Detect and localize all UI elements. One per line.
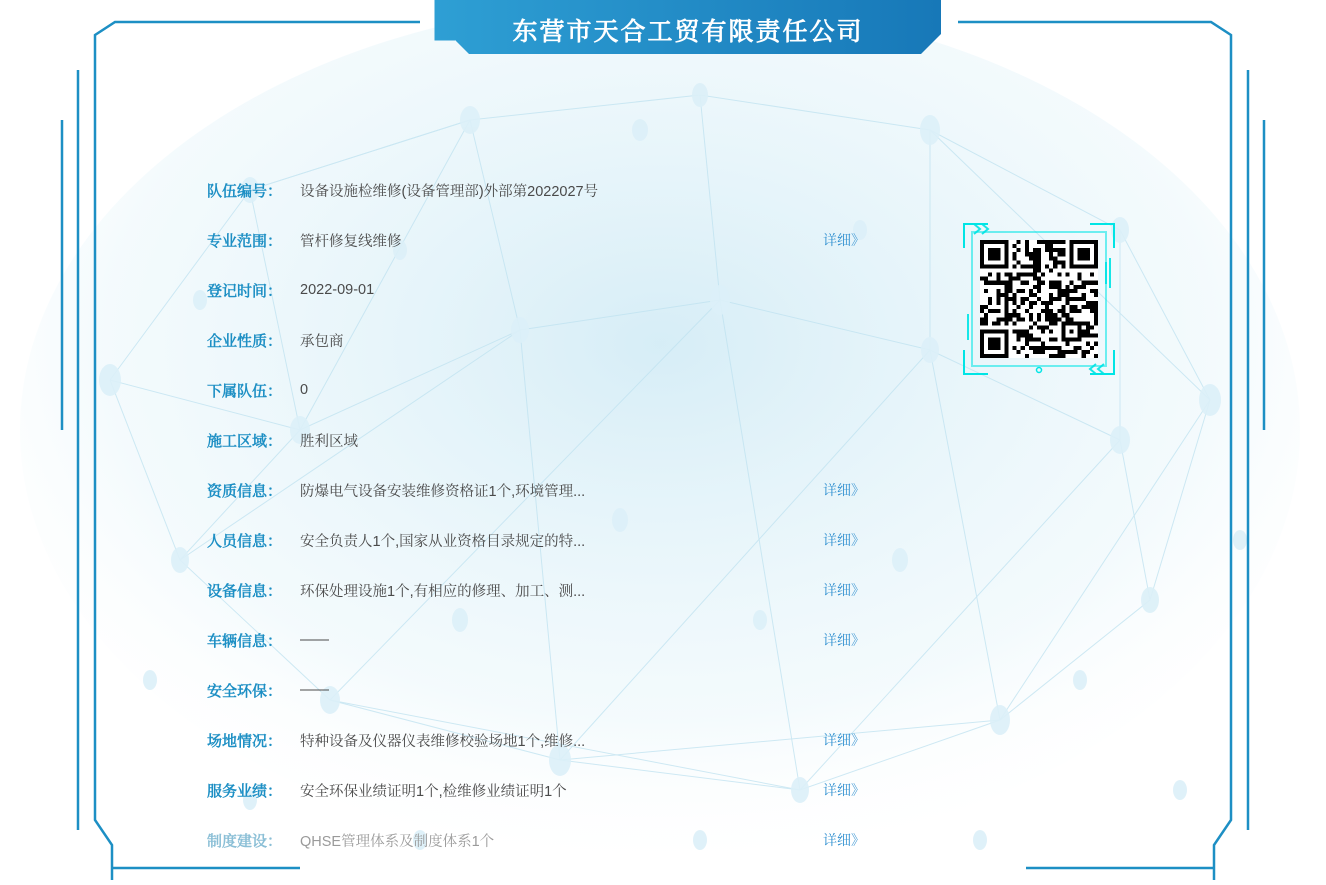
info-row-value: 2022-09-01 [300, 282, 375, 298]
detail-link[interactable]: 详细》 [823, 482, 865, 498]
info-row-label: 车辆信息： [206, 632, 282, 650]
qr-code-block [958, 218, 1120, 380]
info-row [140, 365, 900, 415]
info-row [140, 765, 900, 815]
info-row [140, 315, 900, 365]
info-row [140, 265, 900, 315]
info-row [140, 815, 900, 865]
info-row-value: —— [300, 632, 329, 648]
detail-link[interactable]: 详细》 [823, 532, 865, 548]
info-row [140, 165, 900, 215]
detail-link[interactable]: 详细》 [823, 832, 865, 848]
info-row-label: 企业性质： [206, 332, 282, 350]
info-row-label: 场地情况： [206, 732, 282, 750]
company-info-table [140, 165, 900, 865]
info-row-value: 管杆修复线维修 [300, 233, 402, 250]
detail-link[interactable]: 详细》 [823, 632, 865, 648]
info-row-value: QHSE管理体系及制度体系1个 [300, 833, 495, 850]
info-row [140, 415, 900, 465]
detail-link[interactable]: 详细》 [823, 732, 865, 748]
info-row [140, 665, 900, 715]
detail-link[interactable]: 详细》 [823, 582, 865, 598]
info-row-label: 设备信息： [206, 582, 282, 600]
info-row-label: 服务业绩： [206, 782, 282, 800]
info-row-label: 制度建设： [206, 832, 282, 850]
info-row-label: 安全环保： [206, 682, 282, 700]
info-row-label: 登记时间： [206, 282, 282, 300]
info-row-label: 人员信息： [206, 532, 282, 550]
info-row-value: 环保处理设施1个,有相应的修理、加工、测... [300, 583, 586, 600]
info-row-value: 防爆电气设备安装维修资格证1个,环境管理... [300, 483, 586, 500]
info-row-label: 专业范围： [206, 232, 282, 250]
info-row-value: —— [300, 682, 329, 698]
info-row [140, 215, 900, 265]
info-row-value: 设备设施检维修(设备管理部)外部第2022027号 [300, 183, 599, 200]
info-row-label: 资质信息： [206, 482, 282, 500]
info-row-label: 施工区域： [206, 432, 282, 450]
info-row-value: 胜利区域 [300, 433, 358, 450]
info-row [140, 515, 900, 565]
page-title-banner [427, 0, 949, 62]
info-row-label: 队伍编号： [206, 182, 282, 200]
info-row-value: 承包商 [300, 333, 344, 350]
info-row [140, 715, 900, 765]
page-title: 东营市天合工贸有限责任公司 [512, 18, 864, 46]
info-row [140, 615, 900, 665]
detail-link[interactable]: 详细》 [823, 232, 865, 248]
detail-link[interactable]: 详细》 [823, 782, 865, 798]
info-row [140, 465, 900, 515]
info-row-value: 安全负责人1个,国家从业资格目录规定的特... [300, 533, 586, 550]
info-row-value: 特种设备及仪器仪表维修校验场地1个,维修... [300, 733, 586, 750]
info-row [140, 565, 900, 615]
info-row-value: 安全环保业绩证明1个,检维修业绩证明1个 [300, 783, 567, 800]
info-row-label: 下属队伍： [206, 382, 282, 400]
qr-code-image [980, 240, 1098, 358]
info-row-value: 0 [300, 382, 309, 398]
